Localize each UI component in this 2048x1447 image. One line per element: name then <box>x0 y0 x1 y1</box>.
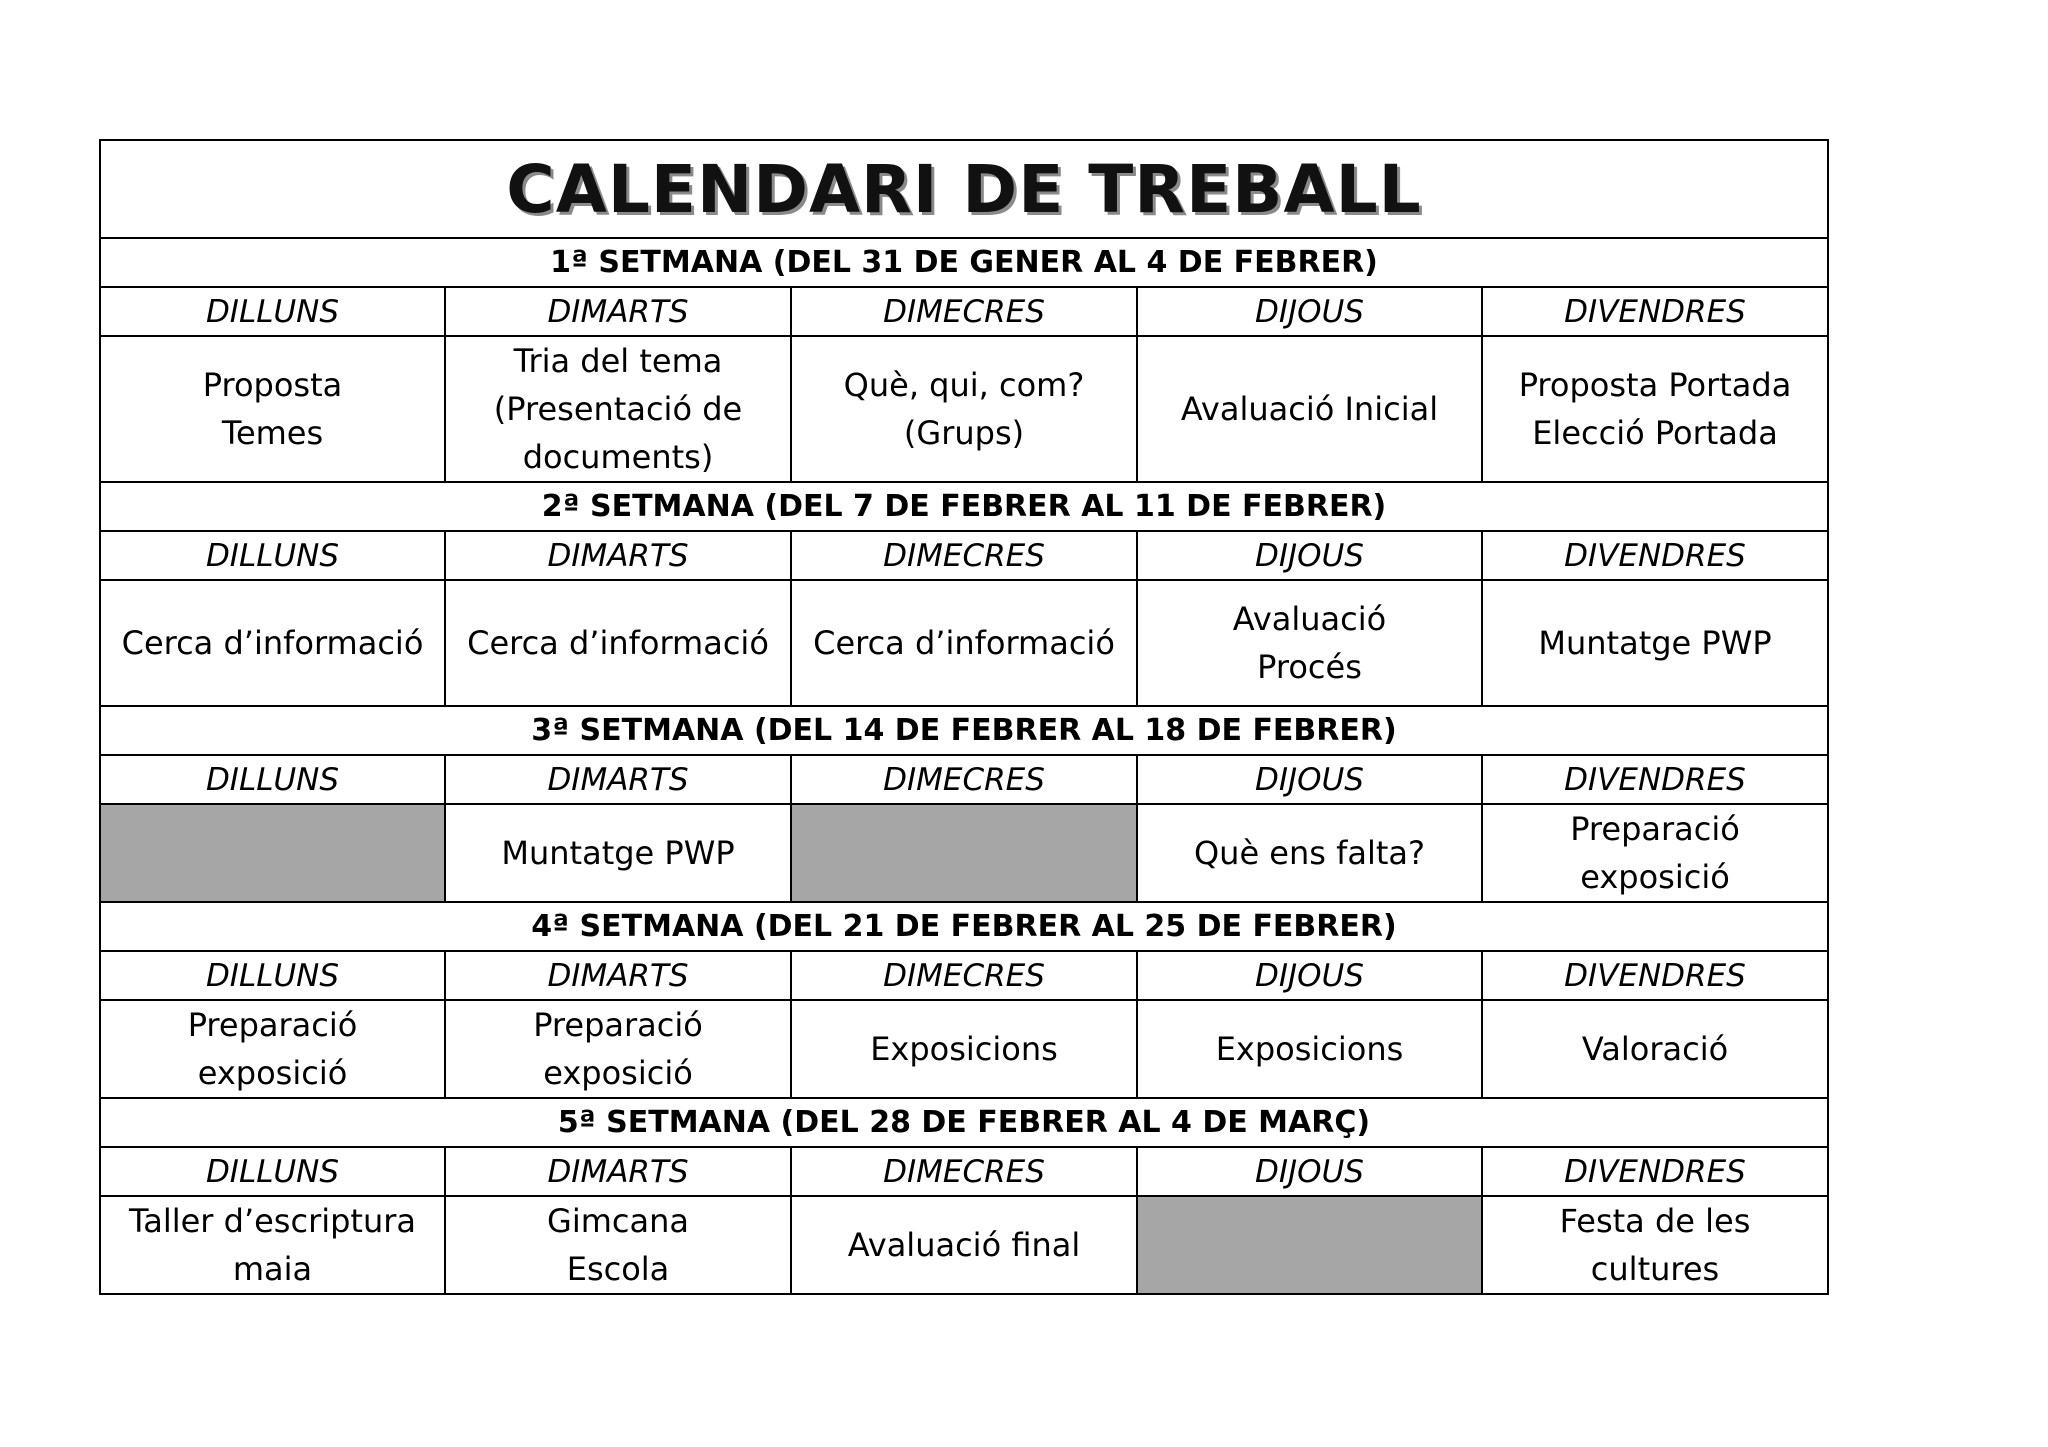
activity-line: Exposicions <box>870 1030 1058 1068</box>
empty-shaded-cell <box>100 804 445 902</box>
activity-line: Proposta <box>202 366 343 404</box>
day-name-cell: DIVENDRES <box>1482 1147 1828 1196</box>
day-name-cell: DIVENDRES <box>1482 287 1828 336</box>
activity-cell <box>1137 804 1482 902</box>
activity-cell <box>100 1196 445 1294</box>
activity-line: exposició <box>1580 858 1730 896</box>
activity-line: Què, qui, com? <box>843 366 1085 404</box>
week-header: 2ª SETMANA (DEL 7 DE FEBRER AL 11 DE FEBRER) <box>100 482 1828 531</box>
activity-cell <box>100 1000 445 1098</box>
activity-line: Què ens falta? <box>1193 834 1426 872</box>
day-name-cell: DIVENDRES <box>1482 531 1828 580</box>
activity-cell <box>445 1000 791 1098</box>
activity-line: maia <box>232 1250 313 1288</box>
activity-line: Preparació <box>1570 810 1740 848</box>
week-header: 1ª SETMANA (DEL 31 DE GENER AL 4 DE FEBRER) <box>100 238 1828 287</box>
activity-cell <box>1482 1000 1828 1098</box>
day-name-cell: DIJOUS <box>1137 1147 1482 1196</box>
day-name-cell: DIMARTS <box>445 951 791 1000</box>
day-name-cell: DIMECRES <box>791 1147 1137 1196</box>
activity-line: Cerca d’informació <box>467 624 769 662</box>
activity-cell <box>1137 580 1482 706</box>
activity-cell <box>445 1196 791 1294</box>
activity-line: Temes <box>221 414 324 452</box>
day-name-cell: DIJOUS <box>1137 287 1482 336</box>
activity-line: (Presentació de <box>493 390 743 428</box>
activity-line: Procés <box>1257 648 1362 686</box>
day-name-cell: DIJOUS <box>1137 951 1482 1000</box>
empty-shaded-cell <box>791 804 1137 902</box>
activity-line: Gimcana <box>547 1202 689 1240</box>
activity-cell <box>1482 336 1828 482</box>
day-name-cell: DILLUNS <box>100 951 445 1000</box>
day-name-cell: DIVENDRES <box>1482 755 1828 804</box>
day-name-cell: DILLUNS <box>100 1147 445 1196</box>
activity-cell <box>791 1196 1137 1294</box>
activity-line: Festa de les <box>1559 1202 1751 1240</box>
activity-line: documents) <box>522 438 714 476</box>
day-name-cell: DIMARTS <box>445 531 791 580</box>
activity-line: Avaluació Inicial <box>1180 390 1439 428</box>
week-header: 4ª SETMANA (DEL 21 DE FEBRER AL 25 DE FEBRER) <box>100 902 1828 951</box>
day-name-cell: DIJOUS <box>1137 531 1482 580</box>
week-header: 3ª SETMANA (DEL 14 DE FEBRER AL 18 DE FEBRER) <box>100 706 1828 755</box>
activity-cell <box>1137 336 1482 482</box>
activity-line: Escola <box>566 1250 670 1288</box>
activity-line: Tria del tema <box>513 342 723 380</box>
activity-line: Muntatge PWP <box>1538 624 1772 662</box>
activity-line: Preparació <box>187 1006 358 1044</box>
activity-line: Elecció Portada <box>1532 414 1778 452</box>
activity-cell <box>1482 1196 1828 1294</box>
activity-cell <box>791 580 1137 706</box>
activity-cell <box>100 336 445 482</box>
activity-cell <box>445 336 791 482</box>
week-header: 5ª SETMANA (DEL 28 DE FEBRER AL 4 DE MARÇ) <box>100 1098 1828 1147</box>
day-name-cell: DIMARTS <box>445 287 791 336</box>
activity-line: exposició <box>197 1054 348 1092</box>
activity-cell <box>791 336 1137 482</box>
page-title: CALENDARI DE TREBALL <box>100 140 1828 238</box>
activity-cell <box>1137 1000 1482 1098</box>
activity-line: Proposta Portada <box>1518 366 1792 404</box>
activity-line: Taller d’escriptura <box>128 1202 417 1240</box>
activity-line: Muntatge PWP <box>501 834 735 872</box>
activity-cell <box>445 804 791 902</box>
day-name-cell: DIMECRES <box>791 951 1137 1000</box>
day-name-cell: DIMARTS <box>445 755 791 804</box>
activity-line: Avaluació <box>1232 600 1387 638</box>
day-name-cell: DILLUNS <box>100 531 445 580</box>
activity-line: Avaluació final <box>847 1226 1081 1264</box>
empty-shaded-cell <box>1137 1196 1482 1294</box>
activity-line: Preparació <box>533 1006 703 1044</box>
activity-cell <box>791 1000 1137 1098</box>
activity-cell <box>1482 804 1828 902</box>
activity-cell <box>100 580 445 706</box>
calendar-sheet <box>99 139 1827 1295</box>
day-name-cell: DIMARTS <box>445 1147 791 1196</box>
activity-cell <box>445 580 791 706</box>
day-name-cell: DIMECRES <box>791 531 1137 580</box>
work-calendar-table <box>99 139 1829 1295</box>
activity-cell <box>1482 580 1828 706</box>
day-name-cell: DILLUNS <box>100 755 445 804</box>
activity-line: cultures <box>1590 1250 1720 1288</box>
day-name-cell: DIVENDRES <box>1482 951 1828 1000</box>
day-name-cell: DILLUNS <box>100 287 445 336</box>
activity-line: exposició <box>543 1054 693 1092</box>
activity-line: Cerca d’informació <box>121 624 424 662</box>
day-name-cell: DIMECRES <box>791 287 1137 336</box>
activity-line: (Grups) <box>903 414 1025 452</box>
activity-line: Cerca d’informació <box>813 624 1115 662</box>
activity-line: Valoració <box>1581 1030 1729 1068</box>
activity-line: Exposicions <box>1215 1030 1404 1068</box>
day-name-cell: DIJOUS <box>1137 755 1482 804</box>
day-name-cell: DIMECRES <box>791 755 1137 804</box>
